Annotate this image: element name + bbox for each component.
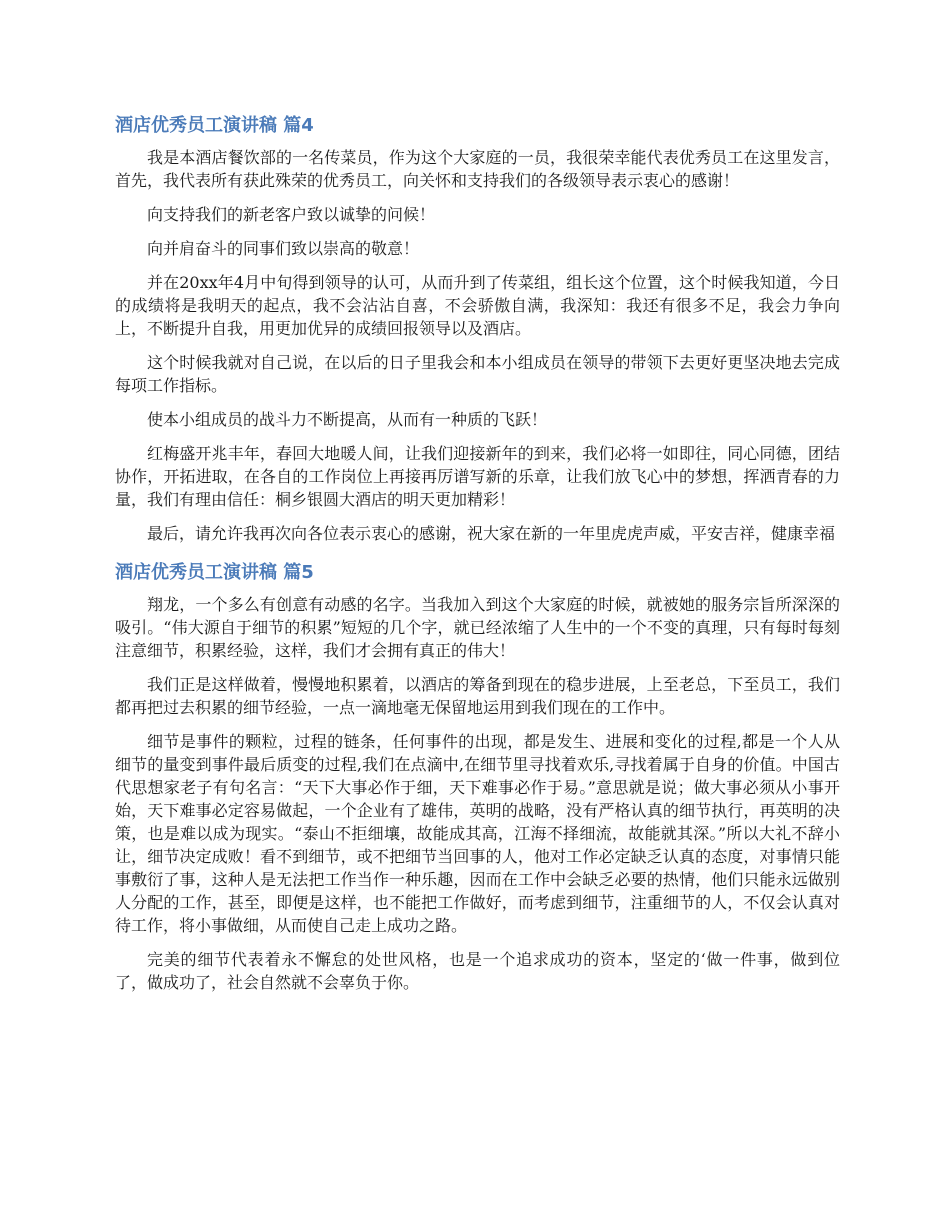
paragraph: 这个时候我就对自己说，在以后的日子里我会和本小组成员在领导的带领下去更好更坚决地去完成每项工作指标。: [115, 353, 840, 395]
paragraph: 翔龙，一个多么有创意有动感的名字。当我加入到这个大家庭的时候，就被她的服务宗旨所深深的吸引。“伟大源自于细节的积累”短短的几个字，就已经浓缩了人生中的一个不变的真理，只有每时每刻注意细节，积累经验，这样，我们才会拥有真正的伟大！: [115, 595, 840, 660]
paragraph: 细节是事件的颗粒，过程的链条，任何事件的出现，都是发生、进展和变化的过程,都是一个人从细节的量变到事件最后质变的过程,我们在点滴中,在细节里寻找着欢乐,寻找着属于自身的价值。中国古代思想家老子有句名言：“天下大事必作于细，天下难事必作于易。”意思就是说；做大事必须从小事开始，天下难事必定容易做起，一个企业有了雄伟，英明的战略，没有严格认真的细节执行，再英明的决策，也是难以成为现实。“泰山不拒细壤，故能成其高，江海不择细流，故能就其深。”所以大礼不辞小让，细节决定成败！看不到细节，或不把细节当回事的人，他对工作必定缺乏认真的态度，对事情只能事敷衍了事，这种人是无法把工作当作一种乐趣，因而在工作中会缺乏必要的热情，他们只能永远做别人分配的工作，甚至，即便是这样，也不能把工作做好，而考虑到细节，注重细节的人，不仅会认真对待工作，将小事做细，从而使自己走上成功之路。: [115, 732, 840, 935]
paragraph: 完美的细节代表着永不懈怠的处世风格，也是一个追求成功的资本，坚定的‘做一件事，做到位了，做成功了，社会自然就不会辜负于你。: [115, 950, 840, 992]
paragraph: 向支持我们的新老客户致以诚挚的问候！: [147, 205, 436, 224]
paragraph: 我是本酒店餐饮部的一名传菜员，作为这个大家庭的一员，我很荣幸能代表优秀员工在这里发言，首先，我代表所有获此殊荣的优秀员工，向关怀和支持我们的各级领导表示衷心的感谢！: [115, 148, 840, 190]
paragraph: 并在20xx年4月中旬得到领导的认可，从而升到了传菜组，组长这个位置，这个时候我知道，今日的成绩将是我明天的起点，我不会沾沾自喜，不会骄傲自满，我深知：我还有很多不足，我会力争向上，不断提升自我，用更加优异的成绩回报领导以及酒店。: [115, 273, 840, 338]
section-heading-4: 酒店优秀员工演讲稿 篇4: [115, 115, 314, 136]
section-heading-5: 酒店优秀员工演讲稿 篇5: [115, 562, 314, 583]
paragraph: 最后，请允许我再次向各位表示衷心的感谢，祝大家在新的一年里虎虎声威，平安吉祥，健康幸福: [147, 524, 836, 543]
document-body: [115, 112, 840, 1005]
paragraph: 红梅盛开兆丰年，春回大地暖人间，让我们迎接新年的到来，我们必将一如即往，同心同德，团结协作，开拓进取，在各自的工作岗位上再接再厉谱写新的乐章，让我们放飞心中的梦想，挥洒青春的力量，我们有理由信任：桐乡银圆大酒店的明天更加精彩！: [115, 444, 840, 509]
paragraph: 使本小组成员的战斗力不断提高，从而有一种质的飞跃！: [147, 410, 548, 429]
paragraph: 我们正是这样做着，慢慢地积累着，以酒店的筹备到现在的稳步进展，上至老总，下至员工，我们都再把过去积累的细节经验，一点一滴地毫无保留地运用到我们现在的工作中。: [115, 675, 840, 717]
paragraph: 向并肩奋斗的同事们致以崇高的敬意！: [147, 239, 420, 258]
